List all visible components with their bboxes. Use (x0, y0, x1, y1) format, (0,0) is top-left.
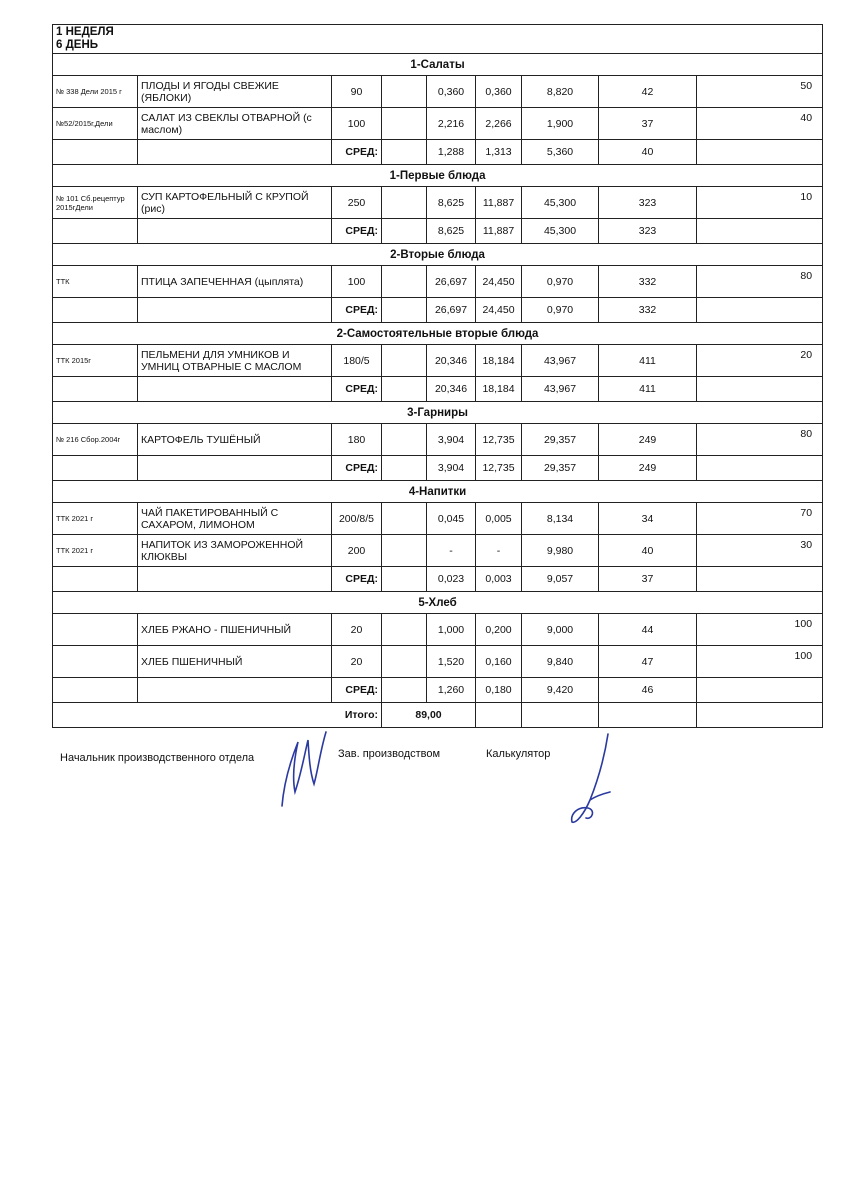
avg-protein: 3,904 (427, 456, 476, 481)
empty-cell (382, 219, 427, 244)
avg-fat: 12,735 (476, 456, 522, 481)
avg-protein: 1,288 (427, 140, 476, 165)
empty-cell (697, 703, 823, 728)
fat: 0,160 (476, 646, 522, 678)
protein: - (427, 535, 476, 567)
portion: 200/8/5 (332, 503, 382, 535)
empty-cell (697, 219, 823, 244)
extra-cell (382, 108, 427, 140)
protein: 20,346 (427, 345, 476, 377)
avg-carbs: 9,057 (522, 567, 599, 592)
protein: 1,520 (427, 646, 476, 678)
avg-fat: 1,313 (476, 140, 522, 165)
menu-sheet (52, 24, 822, 728)
portion: 100 (332, 266, 382, 298)
extra-cell (382, 345, 427, 377)
empty-cell (382, 456, 427, 481)
recipe-code (53, 646, 138, 678)
empty-cell (697, 298, 823, 323)
section-title: 3-Гарниры (53, 402, 823, 424)
empty-cell (382, 298, 427, 323)
average-label: СРЕД: (332, 678, 382, 703)
empty-cell (53, 567, 138, 592)
head-of-production-label: Начальник производственного отдела (60, 752, 255, 764)
avg-fat: 11,887 (476, 219, 522, 244)
price: 10 (697, 187, 823, 219)
recipe-code: ТТК (53, 266, 138, 298)
section-title: 2-Самостоятельные вторые блюда (53, 323, 823, 345)
dish-name: ПТИЦА ЗАПЕЧЕННАЯ (цыплята) (138, 266, 332, 298)
average-row (53, 140, 823, 165)
protein: 8,625 (427, 187, 476, 219)
kcal: 34 (599, 503, 697, 535)
fat: 2,266 (476, 108, 522, 140)
kcal: 40 (599, 535, 697, 567)
dish-row (53, 345, 823, 377)
kcal: 249 (599, 424, 697, 456)
kcal: 411 (599, 345, 697, 377)
portion: 250 (332, 187, 382, 219)
empty-cell (697, 456, 823, 481)
avg-protein: 20,346 (427, 377, 476, 402)
extra-cell (382, 614, 427, 646)
avg-carbs: 29,357 (522, 456, 599, 481)
dish-name: ПЛОДЫ И ЯГОДЫ СВЕЖИЕ (ЯБЛОКИ) (138, 76, 332, 108)
section-header-row (53, 323, 823, 345)
fat: 0,200 (476, 614, 522, 646)
kcal: 323 (599, 187, 697, 219)
empty-cell (382, 567, 427, 592)
calculator-label: Калькулятор (486, 748, 551, 760)
recipe-code (53, 614, 138, 646)
recipe-code: № 101 Сб.рецептур 2015гДели (53, 187, 138, 219)
section-header-row (53, 244, 823, 266)
kcal: 47 (599, 646, 697, 678)
avg-fat: 0,003 (476, 567, 522, 592)
average-row (53, 456, 823, 481)
section-title: 5-Хлеб (53, 592, 823, 614)
day-label: 6 ДЕНЬ (56, 39, 99, 51)
dish-row (53, 108, 823, 140)
section-title: 2-Вторые блюда (53, 244, 823, 266)
portion: 90 (332, 76, 382, 108)
avg-fat: 24,450 (476, 298, 522, 323)
avg-protein: 26,697 (427, 298, 476, 323)
dish-name: ХЛЕБ ПШЕНИЧНЫЙ (138, 646, 332, 678)
average-label: СРЕД: (332, 298, 382, 323)
carbs: 8,820 (522, 76, 599, 108)
protein: 0,045 (427, 503, 476, 535)
week-label: 1 НЕДЕЛЯ (56, 26, 114, 38)
empty-cell (382, 678, 427, 703)
price: 80 (697, 424, 823, 456)
total-row (53, 703, 823, 728)
kcal: 44 (599, 614, 697, 646)
extra-cell (382, 503, 427, 535)
recipe-code: ТТК 2021 г (53, 535, 138, 567)
dish-row (53, 646, 823, 678)
price: 50 (697, 76, 823, 108)
avg-carbs: 0,970 (522, 298, 599, 323)
section-header-row (53, 481, 823, 503)
dish-row (53, 266, 823, 298)
extra-cell (382, 535, 427, 567)
extra-cell (382, 266, 427, 298)
recipe-code: ТТК 2021 г (53, 503, 138, 535)
portion: 20 (332, 646, 382, 678)
price: 20 (697, 345, 823, 377)
empty-cell (53, 377, 138, 402)
avg-carbs: 5,360 (522, 140, 599, 165)
avg-fat: 18,184 (476, 377, 522, 402)
price: 100 (697, 646, 823, 678)
header-cell (53, 25, 823, 54)
protein: 0,360 (427, 76, 476, 108)
empty-cell (138, 140, 332, 165)
empty-cell (138, 567, 332, 592)
empty-cell (138, 377, 332, 402)
empty-cell (382, 377, 427, 402)
carbs: 9,980 (522, 535, 599, 567)
protein: 26,697 (427, 266, 476, 298)
portion: 180/5 (332, 345, 382, 377)
fat: 11,887 (476, 187, 522, 219)
protein: 2,216 (427, 108, 476, 140)
price: 30 (697, 535, 823, 567)
avg-kcal: 40 (599, 140, 697, 165)
recipe-code: ТТК 2015г (53, 345, 138, 377)
fat: 12,735 (476, 424, 522, 456)
recipe-code: № 338 Дели 2015 г (53, 76, 138, 108)
menu-table (52, 24, 823, 728)
signature-2 (560, 730, 630, 830)
empty-cell (53, 140, 138, 165)
average-row (53, 678, 823, 703)
portion: 200 (332, 535, 382, 567)
fat: 18,184 (476, 345, 522, 377)
avg-kcal: 46 (599, 678, 697, 703)
avg-carbs: 45,300 (522, 219, 599, 244)
dish-name: НАПИТОК ИЗ ЗАМОРОЖЕННОЙ КЛЮКВЫ (138, 535, 332, 567)
dish-name: ЧАЙ ПАКЕТИРОВАННЫЙ С САХАРОМ, ЛИМОНОМ (138, 503, 332, 535)
empty-cell (53, 298, 138, 323)
kcal: 332 (599, 266, 697, 298)
average-label: СРЕД: (332, 456, 382, 481)
dish-name: ПЕЛЬМЕНИ ДЛЯ УМНИКОВ И УМНИЦ ОТВАРНЫЕ С МАСЛОМ (138, 345, 332, 377)
avg-protein: 8,625 (427, 219, 476, 244)
price: 80 (697, 266, 823, 298)
avg-carbs: 43,967 (522, 377, 599, 402)
fat: 24,450 (476, 266, 522, 298)
avg-protein: 1,260 (427, 678, 476, 703)
dish-name: СУП КАРТОФЕЛЬНЫЙ С КРУПОЙ (рис) (138, 187, 332, 219)
empty-cell (138, 678, 332, 703)
empty-cell (697, 567, 823, 592)
average-row (53, 219, 823, 244)
empty-cell (697, 140, 823, 165)
fat: 0,005 (476, 503, 522, 535)
dish-row (53, 424, 823, 456)
average-row (53, 567, 823, 592)
production-manager-label: Зав. производством (338, 748, 441, 760)
carbs: 29,357 (522, 424, 599, 456)
price: 100 (697, 614, 823, 646)
empty-cell (53, 456, 138, 481)
average-label: СРЕД: (332, 567, 382, 592)
empty-cell (138, 219, 332, 244)
avg-kcal: 37 (599, 567, 697, 592)
carbs: 1,900 (522, 108, 599, 140)
average-label: СРЕД: (332, 219, 382, 244)
dish-row (53, 76, 823, 108)
carbs: 45,300 (522, 187, 599, 219)
recipe-code: №52/2015г,Дели (53, 108, 138, 140)
carbs: 8,134 (522, 503, 599, 535)
empty-cell (138, 456, 332, 481)
section-title: 1-Салаты (53, 54, 823, 76)
dish-row (53, 503, 823, 535)
dish-name: ХЛЕБ РЖАНО - ПШЕНИЧНЫЙ (138, 614, 332, 646)
empty-cell (53, 219, 138, 244)
avg-kcal: 249 (599, 456, 697, 481)
dish-row (53, 535, 823, 567)
average-row (53, 298, 823, 323)
section-header-row (53, 165, 823, 187)
price: 70 (697, 503, 823, 535)
portion: 180 (332, 424, 382, 456)
carbs: 9,840 (522, 646, 599, 678)
empty-cell (476, 703, 522, 728)
average-label: СРЕД: (332, 377, 382, 402)
empty-cell (697, 377, 823, 402)
extra-cell (382, 76, 427, 108)
kcal: 37 (599, 108, 697, 140)
avg-kcal: 332 (599, 298, 697, 323)
carbs: 9,000 (522, 614, 599, 646)
average-row (53, 377, 823, 402)
empty-cell (138, 298, 332, 323)
empty-cell (522, 703, 599, 728)
portion: 100 (332, 108, 382, 140)
section-header-row (53, 592, 823, 614)
empty-cell (382, 140, 427, 165)
section-header-row (53, 54, 823, 76)
dish-row (53, 187, 823, 219)
total-label: Итого: (53, 703, 382, 728)
fat: 0,360 (476, 76, 522, 108)
avg-fat: 0,180 (476, 678, 522, 703)
signature-1 (268, 722, 338, 812)
section-title: 4-Напитки (53, 481, 823, 503)
protein: 3,904 (427, 424, 476, 456)
carbs: 43,967 (522, 345, 599, 377)
portion: 20 (332, 614, 382, 646)
empty-cell (697, 678, 823, 703)
kcal: 42 (599, 76, 697, 108)
empty-cell (599, 703, 697, 728)
section-header-row (53, 402, 823, 424)
empty-cell (53, 678, 138, 703)
price: 40 (697, 108, 823, 140)
avg-protein: 0,023 (427, 567, 476, 592)
protein: 1,000 (427, 614, 476, 646)
dish-row (53, 614, 823, 646)
average-label: СРЕД: (332, 140, 382, 165)
section-title: 1-Первые блюда (53, 165, 823, 187)
dish-name: САЛАТ ИЗ СВЕКЛЫ ОТВАРНОЙ (с маслом) (138, 108, 332, 140)
fat: - (476, 535, 522, 567)
total-value: 89,00 (382, 703, 476, 728)
recipe-code: № 216 Сбор.2004г (53, 424, 138, 456)
dish-name: КАРТОФЕЛЬ ТУШЁНЫЙ (138, 424, 332, 456)
avg-carbs: 9,420 (522, 678, 599, 703)
carbs: 0,970 (522, 266, 599, 298)
avg-kcal: 323 (599, 219, 697, 244)
extra-cell (382, 424, 427, 456)
avg-kcal: 411 (599, 377, 697, 402)
extra-cell (382, 187, 427, 219)
extra-cell (382, 646, 427, 678)
